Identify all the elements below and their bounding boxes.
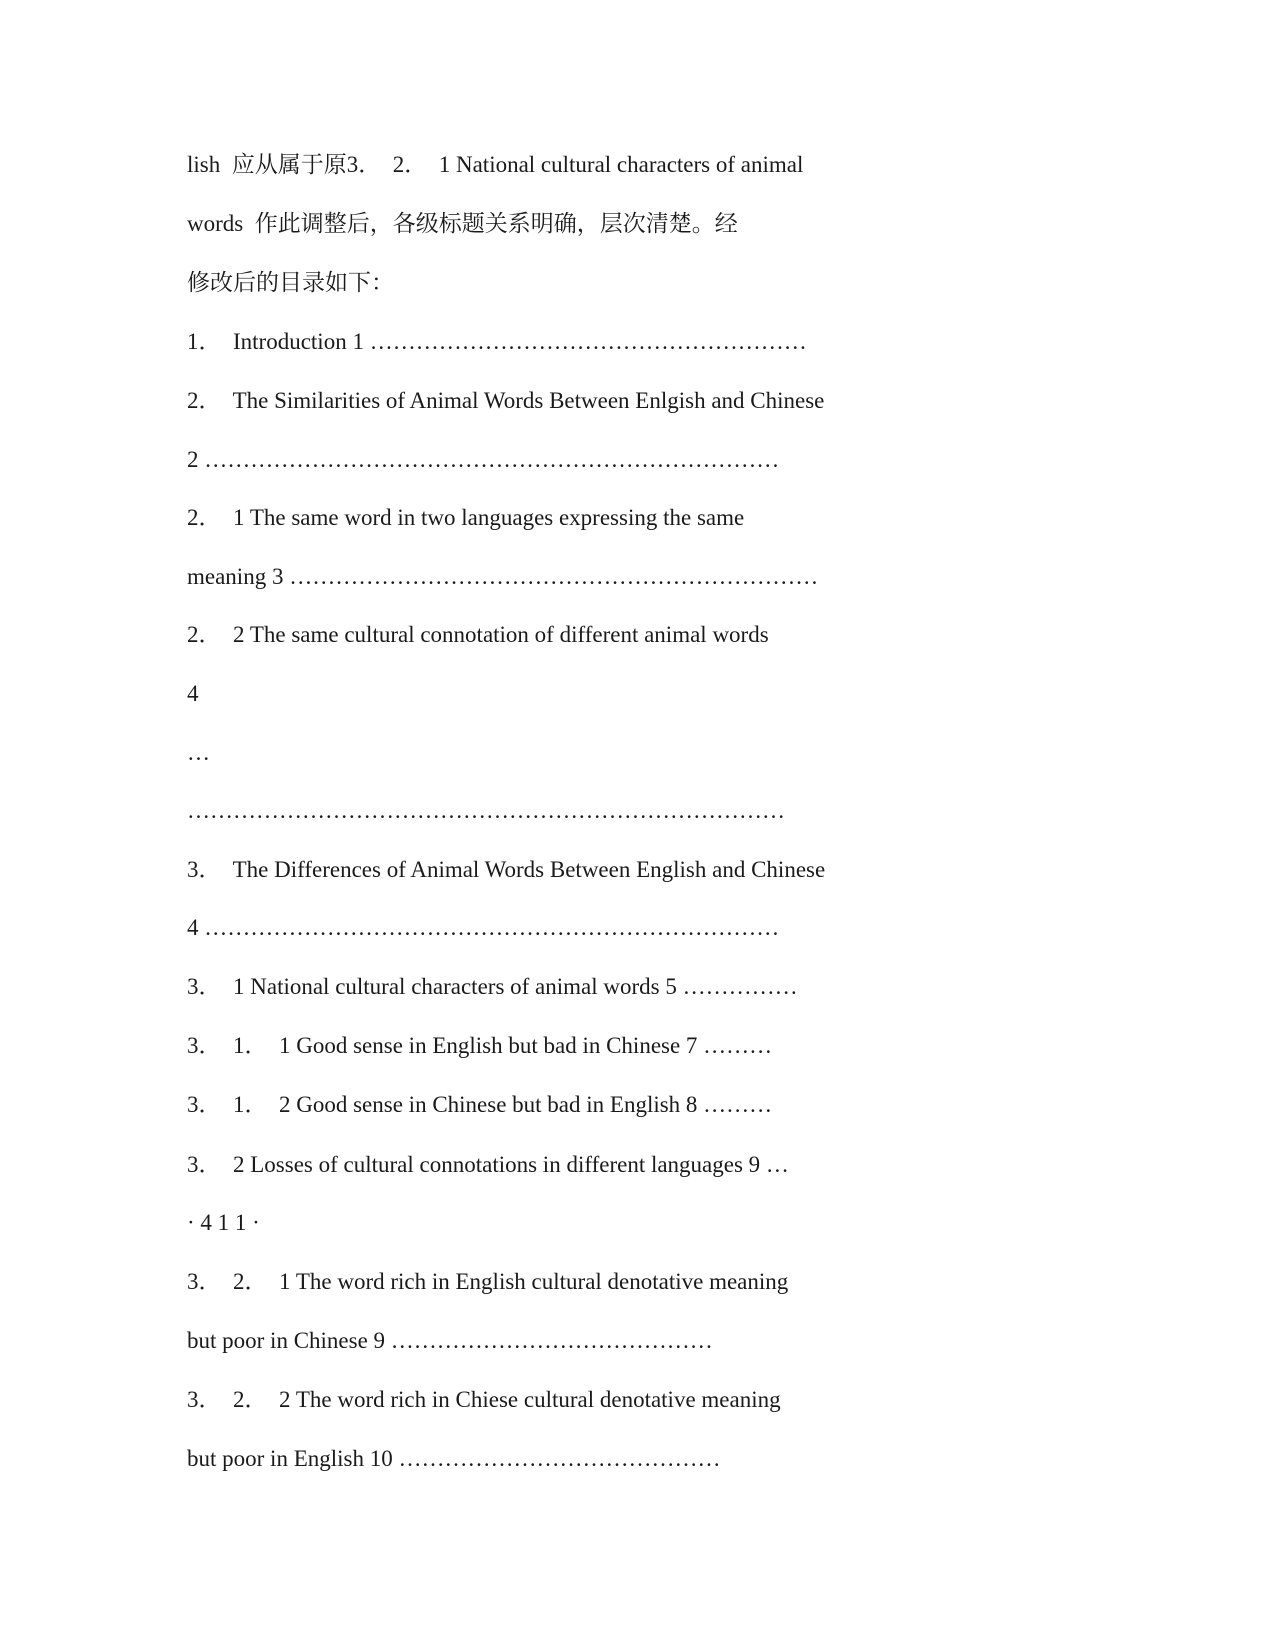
- text-line: words 作此调整后，各级标题关系明确，层次清楚。经: [187, 211, 738, 236]
- toc-entry: …: [187, 740, 210, 765]
- text-line: lish 应从属于原3． 2． 1 National cultural characters of animal: [187, 152, 804, 177]
- toc-entry: 1． Introduction 1 …………………………………………………: [187, 329, 807, 354]
- toc-entry: 3． 2 Losses of cultural connotations in different languages 9 …: [187, 1152, 789, 1177]
- toc-entry: 4: [187, 681, 199, 706]
- page-number: · 4 1 1 ·: [187, 1210, 260, 1235]
- toc-entry: but poor in English 10 ……………………………………: [187, 1446, 721, 1471]
- toc-entry: 2． The Similarities of Animal Words Between Enlgish and Chinese: [187, 388, 825, 413]
- toc-entry: 3． 1． 1 Good sense in English but bad in Chinese 7 ………: [187, 1033, 773, 1058]
- toc-entry: 4 …………………………………………………………………: [187, 915, 780, 940]
- toc-entry: 3． 2． 1 The word rich in English cultural denotative meaning: [187, 1269, 789, 1294]
- toc-entry: 2． 1 The same word in two languages expressing the same: [187, 505, 745, 530]
- toc-entry: 3． 1． 2 Good sense in Chinese but bad in English 8 ………: [187, 1092, 773, 1117]
- toc-entry: 3． 1 National cultural characters of animal words 5 ……………: [187, 974, 798, 999]
- toc-entry: meaning 3 ……………………………………………………………: [187, 564, 819, 589]
- toc-entry: but poor in Chinese 9 ……………………………………: [187, 1328, 713, 1353]
- toc-entry: 3． 2． 2 The word rich in Chiese cultural denotative meaning: [187, 1387, 781, 1412]
- toc-entry: ……………………………………………………………………: [187, 798, 785, 823]
- text-line: 修改后的目录如下：: [187, 270, 394, 295]
- toc-entry: 2 …………………………………………………………………: [187, 447, 780, 472]
- toc-entry: 2． 2 The same cultural connotation of different animal words: [187, 622, 769, 647]
- toc-entry: 3． The Differences of Animal Words Between English and Chinese: [187, 857, 826, 882]
